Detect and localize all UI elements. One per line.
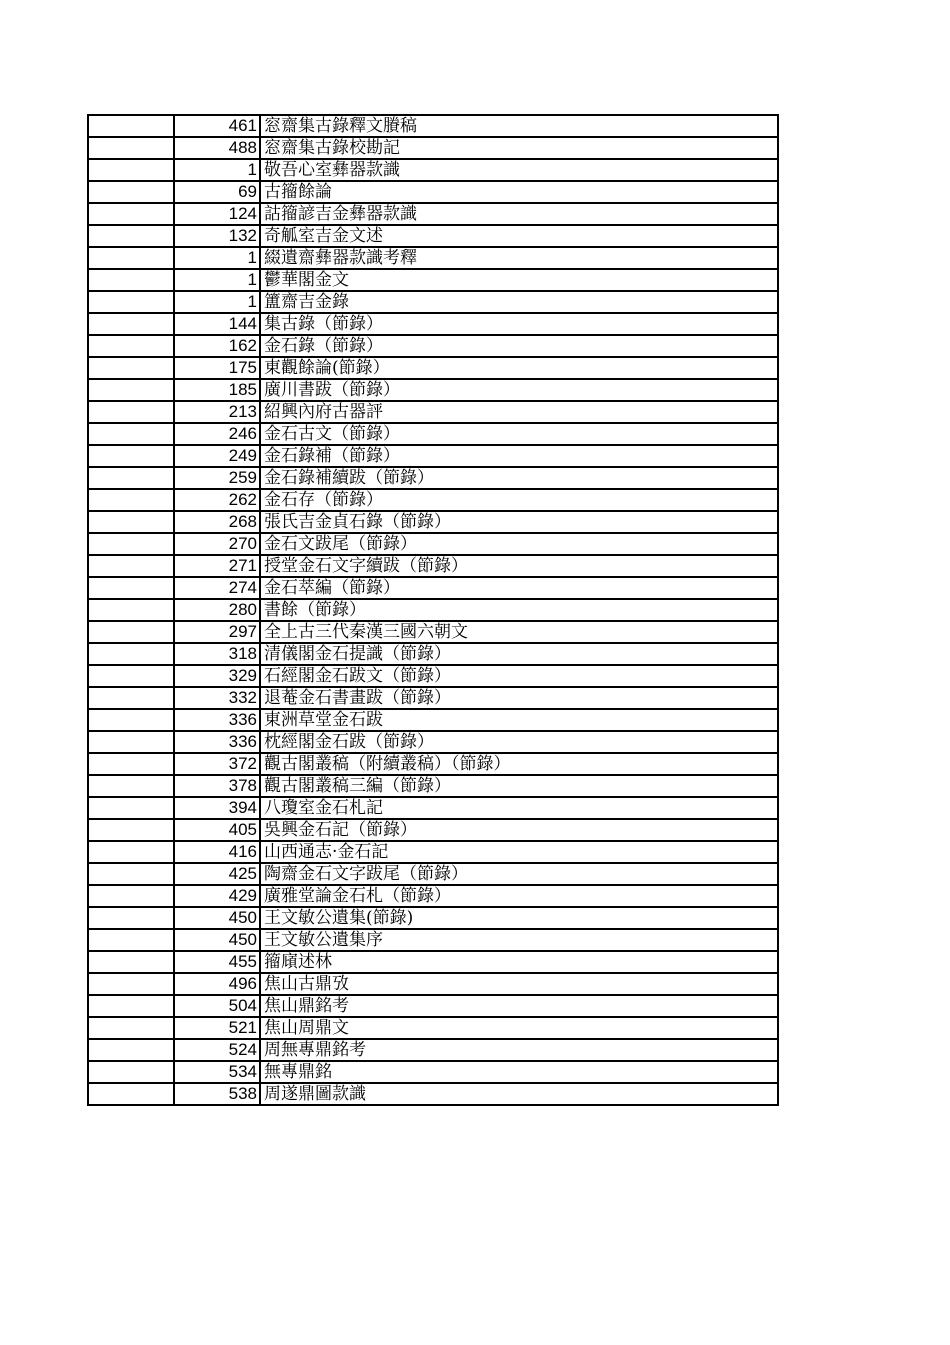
table-row xyxy=(88,489,778,511)
table-row xyxy=(88,467,778,489)
table-row xyxy=(88,775,778,797)
table-row xyxy=(88,1083,778,1105)
table-row xyxy=(88,401,778,423)
table-row xyxy=(88,555,778,577)
title-cell: 吳興金石記（節錄） xyxy=(260,819,778,841)
page-number-cell: 425 xyxy=(174,863,260,885)
table-row xyxy=(88,115,778,137)
table-row xyxy=(88,797,778,819)
page-number-cell: 213 xyxy=(174,401,260,423)
empty-cell xyxy=(88,159,174,181)
table-row xyxy=(88,1017,778,1039)
page-number-cell: 1 xyxy=(174,159,260,181)
page-number-cell: 246 xyxy=(174,423,260,445)
title-cell: 觀古閣叢稿三編（節錄） xyxy=(260,775,778,797)
empty-cell xyxy=(88,643,174,665)
page-number-cell: 249 xyxy=(174,445,260,467)
title-cell: 廣川書跋（節錄） xyxy=(260,379,778,401)
page-number-cell: 332 xyxy=(174,687,260,709)
empty-cell xyxy=(88,357,174,379)
title-cell: 焦山古鼎攷 xyxy=(260,973,778,995)
page-number-cell: 329 xyxy=(174,665,260,687)
table-row xyxy=(88,665,778,687)
page-number-cell: 372 xyxy=(174,753,260,775)
table-row xyxy=(88,929,778,951)
empty-cell xyxy=(88,709,174,731)
empty-cell xyxy=(88,775,174,797)
empty-cell xyxy=(88,181,174,203)
title-cell: 陶齋金石文字跋尾（節錄） xyxy=(260,863,778,885)
table-row xyxy=(88,225,778,247)
table-row xyxy=(88,357,778,379)
table-row xyxy=(88,643,778,665)
empty-cell xyxy=(88,885,174,907)
page-number-cell: 185 xyxy=(174,379,260,401)
title-cell: 奇觚室吉金文述 xyxy=(260,225,778,247)
title-cell: 觀古閣叢稿（附續叢稿）（節錄） xyxy=(260,753,778,775)
title-cell: 東觀餘論(節錄） xyxy=(260,357,778,379)
title-cell: 古籀餘論 xyxy=(260,181,778,203)
empty-cell xyxy=(88,401,174,423)
title-cell: 窓齋集古錄釋文賸稿 xyxy=(260,115,778,137)
title-cell: 金石錄補續跋（節錄） xyxy=(260,467,778,489)
page-number-cell: 538 xyxy=(174,1083,260,1105)
table-row xyxy=(88,621,778,643)
page-number-cell: 162 xyxy=(174,335,260,357)
empty-cell xyxy=(88,1039,174,1061)
title-cell: 簠齋吉金錄 xyxy=(260,291,778,313)
title-cell: 金石錄（節錄） xyxy=(260,335,778,357)
page-number-cell: 378 xyxy=(174,775,260,797)
table-row xyxy=(88,159,778,181)
empty-cell xyxy=(88,797,174,819)
empty-cell xyxy=(88,269,174,291)
table-row xyxy=(88,995,778,1017)
table-row xyxy=(88,577,778,599)
empty-cell xyxy=(88,313,174,335)
title-cell: 金石文跋尾（節錄） xyxy=(260,533,778,555)
page-number-cell: 504 xyxy=(174,995,260,1017)
table-row xyxy=(88,907,778,929)
page-number-cell: 318 xyxy=(174,643,260,665)
page-number-cell: 450 xyxy=(174,929,260,951)
title-cell: 退菴金石書畫跋（節錄） xyxy=(260,687,778,709)
page-number-cell: 270 xyxy=(174,533,260,555)
table-row xyxy=(88,687,778,709)
table-row xyxy=(88,291,778,313)
table-row xyxy=(88,1061,778,1083)
empty-cell xyxy=(88,753,174,775)
title-cell: 無專鼎銘 xyxy=(260,1061,778,1083)
table-row xyxy=(88,445,778,467)
empty-cell xyxy=(88,687,174,709)
table-row xyxy=(88,511,778,533)
title-cell: 廣雅堂論金石札（節錄） xyxy=(260,885,778,907)
empty-cell xyxy=(88,907,174,929)
page-number-cell: 416 xyxy=(174,841,260,863)
page-number-cell: 461 xyxy=(174,115,260,137)
empty-cell xyxy=(88,973,174,995)
page-number-cell: 534 xyxy=(174,1061,260,1083)
title-cell: 枕經閣金石跋（節錄） xyxy=(260,731,778,753)
page-number-cell: 259 xyxy=(174,467,260,489)
title-cell: 金石錄補（節錄） xyxy=(260,445,778,467)
table-row xyxy=(88,599,778,621)
table-row xyxy=(88,533,778,555)
index-table-body xyxy=(88,115,778,1105)
table-row xyxy=(88,885,778,907)
title-cell: 東洲草堂金石跋 xyxy=(260,709,778,731)
title-cell: 金石萃編（節錄） xyxy=(260,577,778,599)
title-cell: 清儀閣金石提識（節錄） xyxy=(260,643,778,665)
empty-cell xyxy=(88,555,174,577)
index-table xyxy=(87,114,779,1106)
empty-cell xyxy=(88,1083,174,1105)
empty-cell xyxy=(88,247,174,269)
table-row xyxy=(88,423,778,445)
title-cell: 王文敏公遺集序 xyxy=(260,929,778,951)
page-number-cell: 280 xyxy=(174,599,260,621)
empty-cell xyxy=(88,511,174,533)
page-number-cell: 450 xyxy=(174,907,260,929)
table-row xyxy=(88,269,778,291)
empty-cell xyxy=(88,291,174,313)
title-cell: 石經閣金石跋文（節錄） xyxy=(260,665,778,687)
empty-cell xyxy=(88,665,174,687)
table-row xyxy=(88,819,778,841)
empty-cell xyxy=(88,203,174,225)
empty-cell xyxy=(88,1017,174,1039)
empty-cell xyxy=(88,599,174,621)
page-number-cell: 405 xyxy=(174,819,260,841)
empty-cell xyxy=(88,995,174,1017)
empty-cell xyxy=(88,533,174,555)
empty-cell xyxy=(88,951,174,973)
title-cell: 書餘（節錄） xyxy=(260,599,778,621)
title-cell: 焦山鼎銘考 xyxy=(260,995,778,1017)
page-number-cell: 271 xyxy=(174,555,260,577)
table-row xyxy=(88,863,778,885)
title-cell: 焦山周鼎文 xyxy=(260,1017,778,1039)
empty-cell xyxy=(88,467,174,489)
empty-cell xyxy=(88,577,174,599)
page-number-cell: 69 xyxy=(174,181,260,203)
page-number-cell: 429 xyxy=(174,885,260,907)
empty-cell xyxy=(88,1061,174,1083)
empty-cell xyxy=(88,335,174,357)
table-row xyxy=(88,313,778,335)
page-number-cell: 1 xyxy=(174,291,260,313)
page-number-cell: 274 xyxy=(174,577,260,599)
table-row xyxy=(88,973,778,995)
page-number-cell: 394 xyxy=(174,797,260,819)
title-cell: 八瓊室金石札記 xyxy=(260,797,778,819)
empty-cell xyxy=(88,445,174,467)
title-cell: 綴遺齋彝器款識考釋 xyxy=(260,247,778,269)
empty-cell xyxy=(88,621,174,643)
page-number-cell: 144 xyxy=(174,313,260,335)
page-number-cell: 175 xyxy=(174,357,260,379)
page-number-cell: 521 xyxy=(174,1017,260,1039)
page-number-cell: 262 xyxy=(174,489,260,511)
page-number-cell: 455 xyxy=(174,951,260,973)
title-cell: 集古錄（節錄） xyxy=(260,313,778,335)
title-cell: 山西通志·金石記 xyxy=(260,841,778,863)
page-number-cell: 124 xyxy=(174,203,260,225)
title-cell: 金石古文（節錄） xyxy=(260,423,778,445)
page-number-cell: 496 xyxy=(174,973,260,995)
empty-cell xyxy=(88,819,174,841)
page-number-cell: 488 xyxy=(174,137,260,159)
page-number-cell: 524 xyxy=(174,1039,260,1061)
empty-cell xyxy=(88,863,174,885)
empty-cell xyxy=(88,115,174,137)
title-cell: 周遂鼎圖款識 xyxy=(260,1083,778,1105)
table-row xyxy=(88,379,778,401)
page-number-cell: 1 xyxy=(174,269,260,291)
empty-cell xyxy=(88,731,174,753)
table-row xyxy=(88,753,778,775)
page-number-cell: 336 xyxy=(174,731,260,753)
table-row xyxy=(88,841,778,863)
table-row xyxy=(88,247,778,269)
empty-cell xyxy=(88,489,174,511)
title-cell: 窓齋集古錄校勘記 xyxy=(260,137,778,159)
page-number-cell: 132 xyxy=(174,225,260,247)
page-number-cell: 336 xyxy=(174,709,260,731)
page-number-cell: 1 xyxy=(174,247,260,269)
title-cell: 授堂金石文字續跋（節錄） xyxy=(260,555,778,577)
title-cell: 紹興內府古器評 xyxy=(260,401,778,423)
empty-cell xyxy=(88,423,174,445)
empty-cell xyxy=(88,929,174,951)
table-row xyxy=(88,1039,778,1061)
title-cell: 周無專鼎銘考 xyxy=(260,1039,778,1061)
table-row xyxy=(88,951,778,973)
table-row xyxy=(88,137,778,159)
table-row xyxy=(88,709,778,731)
table-row xyxy=(88,731,778,753)
title-cell: 全上古三代秦漢三國六朝文 xyxy=(260,621,778,643)
table-row xyxy=(88,181,778,203)
empty-cell xyxy=(88,841,174,863)
empty-cell xyxy=(88,225,174,247)
table-row xyxy=(88,203,778,225)
title-cell: 王文敏公遺集(節錄) xyxy=(260,907,778,929)
empty-cell xyxy=(88,137,174,159)
title-cell: 詁籀諺吉金彝器款識 xyxy=(260,203,778,225)
title-cell: 鬱華閣金文 xyxy=(260,269,778,291)
title-cell: 敬吾心室彝器款識 xyxy=(260,159,778,181)
table-row xyxy=(88,335,778,357)
page-number-cell: 297 xyxy=(174,621,260,643)
title-cell: 金石存（節錄） xyxy=(260,489,778,511)
title-cell: 張氏吉金貞石錄（節錄） xyxy=(260,511,778,533)
title-cell: 籀廎述林 xyxy=(260,951,778,973)
page-number-cell: 268 xyxy=(174,511,260,533)
empty-cell xyxy=(88,379,174,401)
